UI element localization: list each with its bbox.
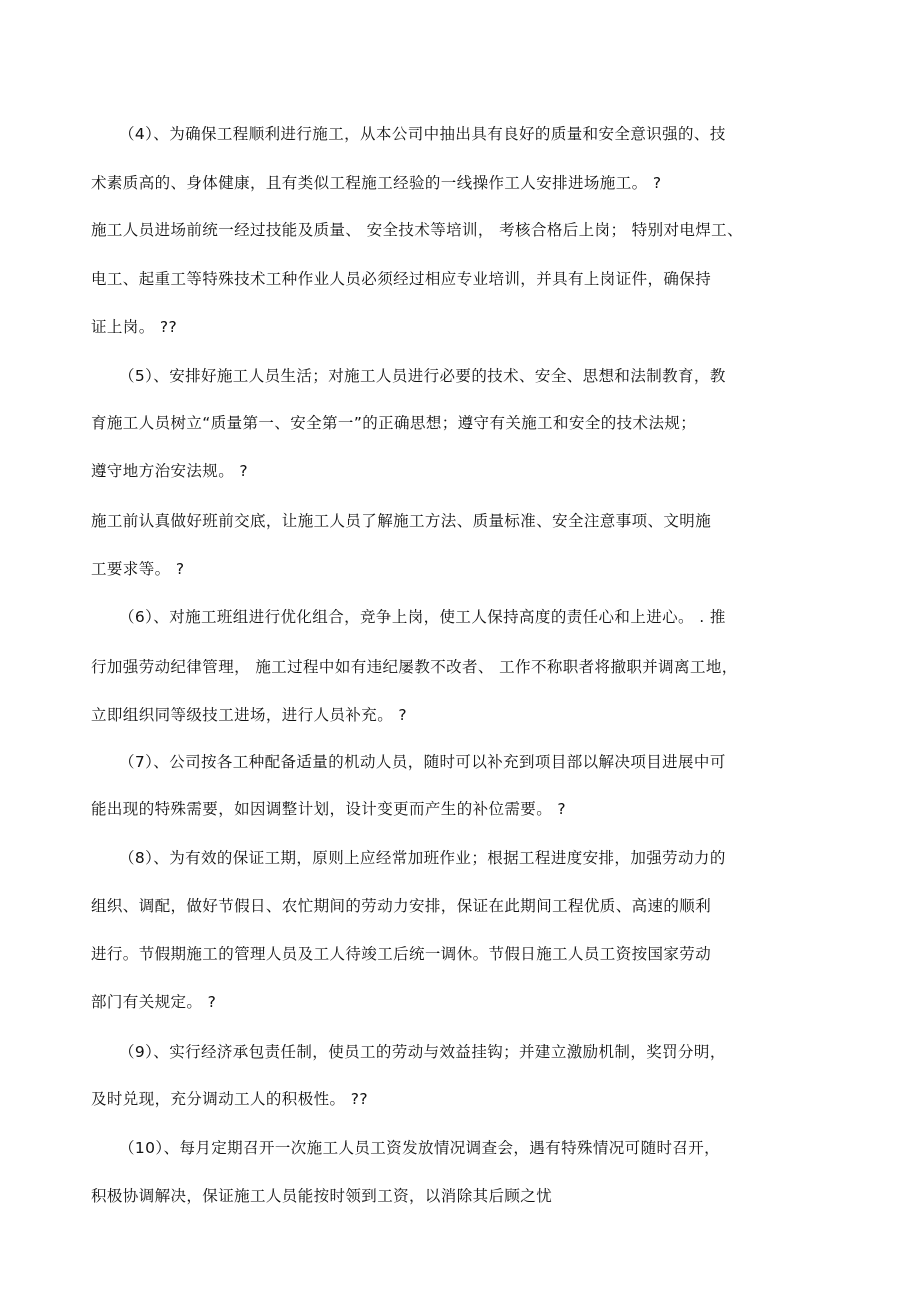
text-line: 施工前认真做好班前交底，让施工人员了解施工方法、质量标准、安全注意事项、文明施: [91, 512, 712, 530]
text-line: （10）、每月定期召开一次施工人员工资发放情况调查会，遇有特殊情况可随时召开，: [119, 1139, 721, 1157]
text-line: 电工、起重工等特殊技术工种作业人员必须经过相应专业培训，并具有上岗证件，确保持: [91, 270, 712, 288]
text-line: 施工人员进场前统一经过技能及质量、 安全技术等培训， 考核合格后上岗； 特别对电焊工、: [91, 221, 743, 239]
text-line: 及时兑现，充分调动工人的积极性。 ??: [91, 1090, 368, 1108]
text-line: 进行。节假期施工的管理人员及工人待竣工后统一调休。节假日施工人员工资按国家劳动: [91, 945, 712, 963]
text-line: 积极协调解决，保证施工人员能按时领到工资，以消除其后顾之忧: [91, 1187, 553, 1205]
text-line: （5）、安排好施工人员生活；对施工人员进行必要的技术、安全、思想和法制教育，教: [119, 367, 726, 385]
text-line: 部门有关规定。 ?: [91, 993, 217, 1011]
text-line: 工要求等。 ?: [91, 560, 185, 578]
text-line: 术素质高的、身体健康，且有类似工程施工经验的一线操作工人安排进场施工。 ?: [91, 174, 662, 192]
text-line: 能出现的特殊需要，如因调整计划，设计变更而产生的补位需要。 ?: [91, 800, 567, 818]
text-line: 证上岗。 ??: [91, 318, 178, 336]
text-line: （8）、为有效的保证工期，原则上应经常加班作业；根据工程进度安排，加强劳动力的: [119, 849, 726, 867]
text-line: 行加强劳动纪律管理， 施工过程中如有违纪屡教不改者、 工作不称职者将撤职并调离工地，: [91, 658, 738, 676]
text-line: （6）、对施工班组进行优化组合，竞争上岗，使工人保持高度的责任心和上进心。 . 推: [119, 608, 726, 626]
text-line: 立即组织同等级技工进场，进行人员补充。 ?: [91, 706, 408, 724]
text-line: 遵守地方治安法规。 ?: [91, 462, 249, 480]
text-line: （7）、公司按各工种配备适量的机动人员，随时可以补充到项目部以解决项目进展中可: [119, 753, 726, 771]
text-line: 育施工人员树立“质量第一、安全第一”的正确思想；遵守有关施工和安全的技术法规；: [91, 414, 697, 432]
text-line: 组织、调配，做好节假日、农忙期间的劳动力安排，保证在此期间工程优质、高速的顺利: [91, 897, 712, 915]
text-line: （9）、实行经济承包责任制，使员工的劳动与效益挂钩；并建立激励机制，奖罚分明，: [119, 1043, 726, 1061]
text-line: （4）、为确保工程顺利进行施工，从本公司中抽出具有良好的质量和安全意识强的、技: [119, 125, 726, 143]
